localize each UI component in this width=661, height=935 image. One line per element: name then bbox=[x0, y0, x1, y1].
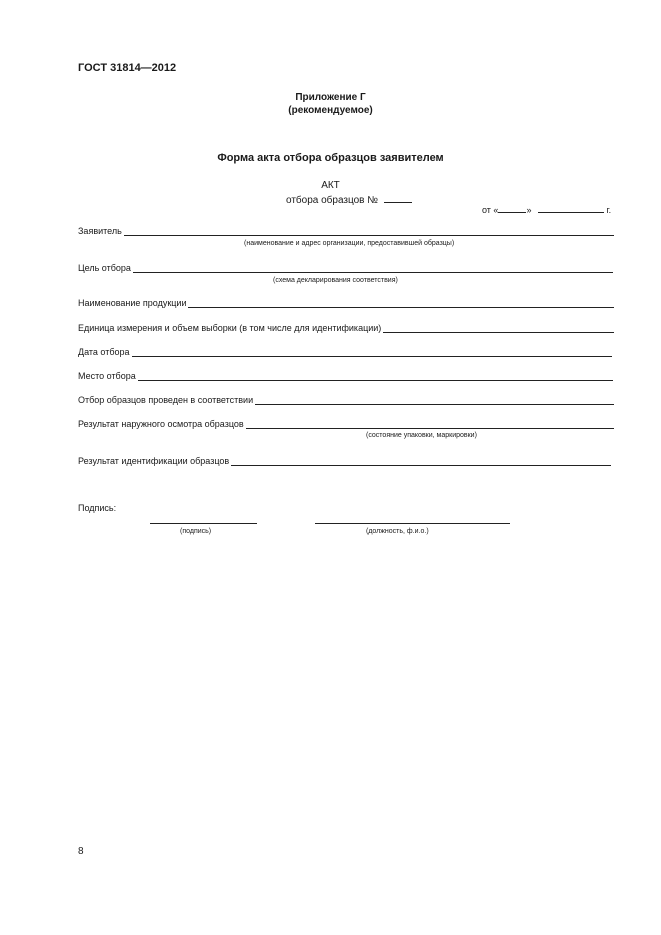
date-suffix: г. bbox=[606, 205, 612, 215]
field-sampling-date-label: Дата отбора bbox=[78, 347, 130, 357]
signature-label: Подпись: bbox=[78, 503, 117, 513]
field-sampling-accordance-blank[interactable] bbox=[255, 395, 614, 405]
act-title: АКТ bbox=[321, 180, 340, 191]
field-unit-sample-size-label: Единица измерения и объем выборки (в том числе для идентификации) bbox=[78, 323, 382, 333]
field-applicant bbox=[78, 226, 614, 236]
field-identification-result-blank[interactable] bbox=[231, 456, 611, 466]
date-mid: » bbox=[526, 205, 532, 215]
position-name-hint: (должность, ф.и.о.) bbox=[366, 528, 429, 535]
date-prefix: от « bbox=[482, 205, 499, 215]
field-applicant-label: Заявитель bbox=[78, 226, 122, 236]
field-sampling-date-blank[interactable] bbox=[132, 347, 612, 357]
field-sampling-date bbox=[78, 347, 612, 357]
standard-number: ГОСТ 31814—2012 bbox=[78, 62, 177, 74]
field-purpose bbox=[78, 263, 613, 273]
field-unit-sample-size-blank[interactable] bbox=[383, 323, 614, 333]
field-unit-sample-size bbox=[78, 323, 614, 333]
field-product-name-label: Наименование продукции bbox=[78, 298, 187, 308]
appendix-title: Приложение Г bbox=[295, 92, 366, 103]
field-sampling-place bbox=[78, 371, 613, 381]
signature-blank[interactable] bbox=[150, 523, 257, 524]
date-day-blank[interactable] bbox=[498, 203, 526, 213]
form-title: Форма акта отбора образцов заявителем bbox=[217, 152, 444, 164]
field-external-inspection-hint: (состояние упаковки, маркировки) bbox=[366, 432, 477, 439]
field-sampling-place-label: Место отбора bbox=[78, 371, 136, 381]
act-number-line bbox=[286, 193, 412, 206]
field-external-inspection-label: Результат наружного осмотра образцов bbox=[78, 419, 244, 429]
field-external-inspection-blank[interactable] bbox=[246, 419, 614, 429]
act-number-blank[interactable] bbox=[384, 193, 412, 203]
field-identification-result bbox=[78, 456, 611, 466]
page-number: 8 bbox=[78, 846, 84, 857]
field-sampling-place-blank[interactable] bbox=[138, 371, 613, 381]
field-identification-result-label: Результат идентификации образцов bbox=[78, 456, 230, 466]
act-date-line bbox=[482, 203, 611, 215]
appendix-subtitle: (рекомендуемое) bbox=[288, 105, 373, 116]
field-sampling-accordance-label: Отбор образцов проведен в соответствии bbox=[78, 395, 254, 405]
field-purpose-blank[interactable] bbox=[133, 263, 613, 273]
field-purpose-label: Цель отбора bbox=[78, 263, 131, 273]
field-applicant-blank[interactable] bbox=[124, 226, 614, 236]
field-external-inspection bbox=[78, 419, 614, 429]
signature-hint: (подпись) bbox=[180, 528, 212, 535]
field-applicant-hint: (наименование и адрес организации, предоставившей образцы) bbox=[244, 240, 455, 247]
position-name-blank[interactable] bbox=[315, 523, 510, 524]
field-sampling-accordance bbox=[78, 395, 614, 405]
act-number-label: отбора образцов № bbox=[286, 195, 378, 206]
field-product-name-blank[interactable] bbox=[188, 298, 614, 308]
field-product-name bbox=[78, 298, 614, 308]
field-purpose-hint: (схема декларирования соответствия) bbox=[273, 277, 398, 284]
date-month-year-blank[interactable] bbox=[538, 203, 604, 213]
